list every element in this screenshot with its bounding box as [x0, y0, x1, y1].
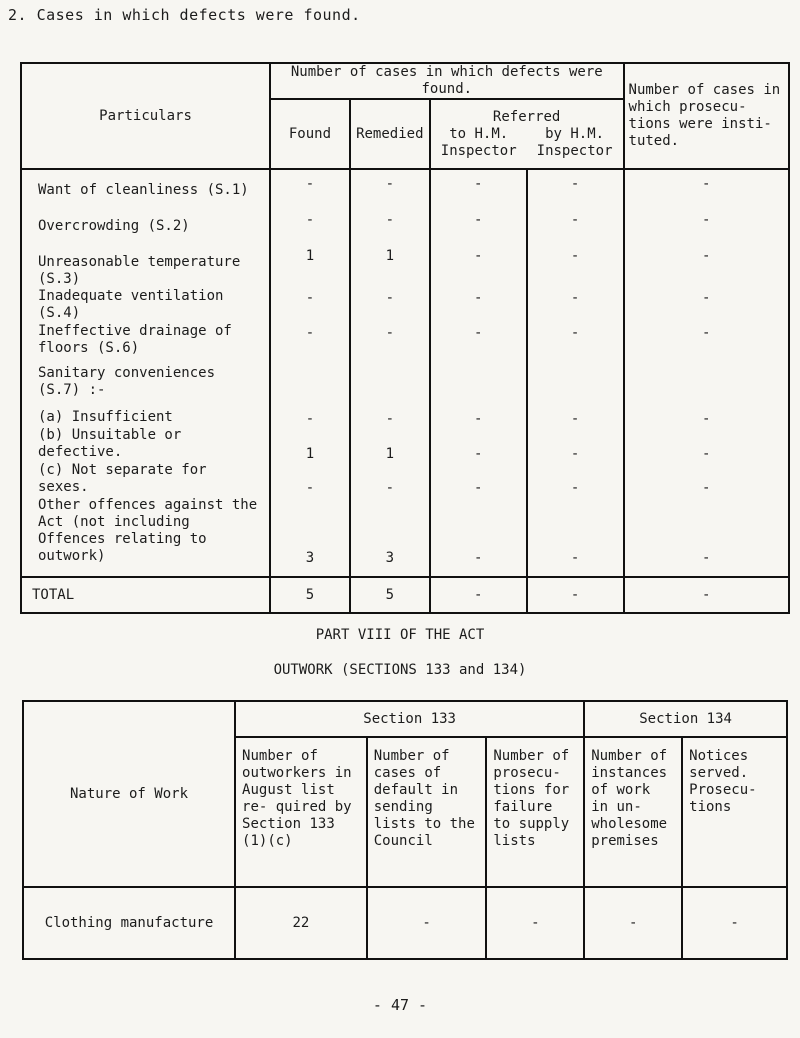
prosecutions-column — [625, 170, 788, 570]
cell-value: - — [385, 290, 395, 306]
cell-value: - — [473, 248, 483, 264]
prosecutions-header: Number of cases in which prosecu- tions were insti- tuted. — [624, 63, 789, 169]
found-header: Found — [270, 99, 350, 169]
row-label: (b) Unsuitable or defective. — [38, 427, 182, 460]
cell-value: - — [570, 550, 580, 566]
cell-value: - — [305, 212, 315, 228]
particulars-header: Particulars — [21, 63, 270, 169]
cell-value: - — [570, 411, 580, 427]
cell-value: - — [385, 176, 395, 192]
cell-value: - — [473, 480, 483, 496]
cell-value: - — [570, 290, 580, 306]
found-column — [271, 170, 349, 570]
row-label: Ineffective drainage of floors (S.6) — [38, 323, 232, 356]
cell-value: - — [385, 411, 395, 427]
remedied-column — [351, 170, 429, 570]
row-label: Other offences against the Act (not including Offences relating to outwork) — [38, 497, 258, 564]
cell-value: - — [385, 480, 395, 496]
cell-value: - — [702, 411, 711, 427]
cell-value: - — [305, 480, 315, 496]
row-label: (c) Not separate for sexes. — [38, 462, 207, 495]
total-by-hm: - — [527, 577, 624, 613]
row-label: Unreasonable temperature (S.3) — [38, 254, 241, 287]
cell-value: - — [702, 290, 711, 306]
table-row — [23, 887, 787, 959]
unwholesome-premises-header: Number of instances of work in un- wholesome premises — [584, 737, 682, 887]
section-heading: 2. Cases in which defects were found. — [8, 6, 361, 24]
cell-value: - — [473, 446, 483, 462]
cell-value: - — [305, 176, 315, 192]
row-label: (a) Insufficient — [38, 409, 173, 425]
total-row — [21, 577, 789, 613]
cell-value: 3 — [385, 550, 395, 566]
work-type: Clothing manufacture — [23, 887, 235, 959]
cell-value: 1 — [385, 446, 395, 462]
outwork-table — [22, 700, 788, 960]
particulars-column — [30, 176, 265, 576]
cell-value: - — [473, 212, 483, 228]
cell-value: - — [570, 248, 580, 264]
cell-value: 1 — [305, 248, 315, 264]
to-hm-header: to H.M. Inspector — [440, 125, 517, 159]
outworkers-count: 22 — [235, 887, 367, 959]
cell-value: - — [570, 325, 580, 341]
section-134-header: Section 134 — [584, 701, 787, 737]
row-label: Sanitary conveniences (S.7) :- — [38, 365, 216, 398]
unwholesome-premises: - — [584, 887, 682, 959]
cell-value: - — [570, 480, 580, 496]
row-label: Overcrowding (S.2) — [38, 218, 190, 234]
cell-value: - — [702, 212, 711, 228]
cell-value: - — [702, 446, 711, 462]
row-label: Want of cleanliness (S.1) — [38, 182, 249, 198]
to-hm-column — [431, 170, 526, 570]
referred-header: Referred — [492, 108, 561, 125]
remedied-header: Remedied — [350, 99, 430, 169]
nature-of-work-header: Nature of Work — [23, 701, 235, 887]
cell-value: - — [702, 248, 711, 264]
cell-value: 3 — [305, 550, 315, 566]
cell-value: 1 — [385, 248, 395, 264]
by-hm-header: by H.M. Inspector — [536, 125, 613, 159]
by-hm-column — [528, 170, 623, 570]
default-cases-header: Number of cases of default in sending lists to the Council — [367, 737, 487, 887]
cell-value: - — [570, 176, 580, 192]
cell-value: - — [473, 411, 483, 427]
outworkers-count-header: Number of outworkers in August list re- quired by Section 133 (1)(c) — [235, 737, 367, 887]
total-to-hm: - — [430, 577, 527, 613]
prosecutions-failure: - — [486, 887, 584, 959]
row-label: Inadequate ventilation (S.4) — [38, 288, 224, 321]
cell-value: - — [385, 212, 395, 228]
prosecutions-failure-header: Number of prosecu- tions for failure to supply lists — [486, 737, 584, 887]
cell-value: 1 — [305, 446, 315, 462]
cell-value: - — [702, 550, 711, 566]
page-number: - 47 - — [372, 996, 428, 1014]
notices-served: - — [682, 887, 787, 959]
cell-value: - — [305, 411, 315, 427]
total-remedied: 5 — [350, 577, 430, 613]
total-prosecutions: - — [624, 577, 789, 613]
cell-value: - — [702, 325, 711, 341]
cell-value: - — [702, 176, 711, 192]
notices-served-header: Notices served. Prosecu- tions — [682, 737, 787, 887]
cell-value: - — [570, 212, 580, 228]
cases-found-header: Number of cases in which defects were found. — [270, 63, 623, 99]
cell-value: - — [473, 176, 483, 192]
defects-table — [20, 62, 790, 614]
cell-value: - — [570, 446, 580, 462]
cell-value: - — [473, 290, 483, 306]
cell-value: - — [305, 290, 315, 306]
part-title: PART VIII OF THE ACT — [315, 627, 485, 643]
part-subtitle: OUTWORK (SECTIONS 133 and 134) — [273, 662, 527, 678]
cell-value: - — [385, 325, 395, 341]
total-found: 5 — [270, 577, 350, 613]
cell-value: - — [473, 325, 483, 341]
cell-value: - — [305, 325, 315, 341]
section-133-header: Section 133 — [235, 701, 584, 737]
default-cases: - — [367, 887, 487, 959]
cell-value: - — [702, 480, 711, 496]
total-label: TOTAL — [21, 577, 270, 613]
cell-value: - — [473, 550, 483, 566]
